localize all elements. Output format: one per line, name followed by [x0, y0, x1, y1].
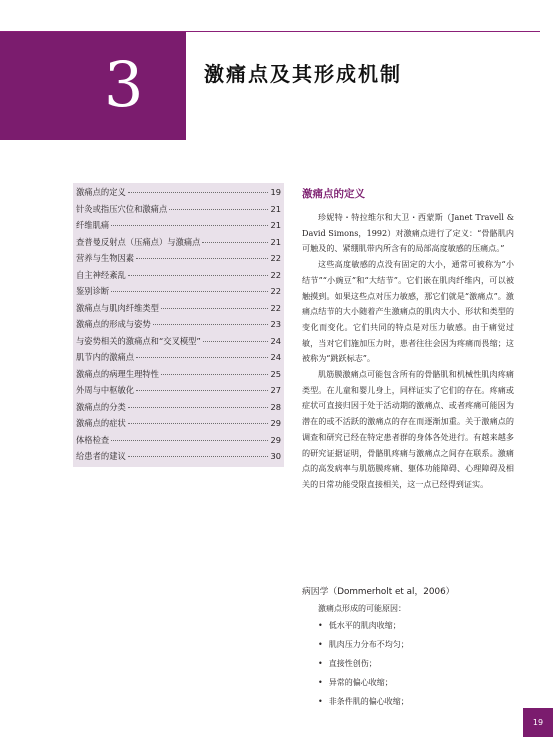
toc-item-title: 体格检查 [76, 434, 110, 445]
toc-item-title: 针灸或指压穴位和激痛点 [76, 203, 168, 214]
toc-leader-dots [111, 440, 268, 441]
toc-leader-dots [128, 192, 269, 193]
toc-leader-dots [136, 390, 268, 391]
etiology-title: 病因学（Dommerholt et al，2006） [302, 587, 455, 597]
toc-item-page: 29 [270, 434, 281, 445]
toc-leader-dots [169, 209, 268, 210]
toc-item[interactable] [73, 368, 284, 385]
toc-item[interactable] [73, 351, 284, 368]
toc-list [73, 183, 284, 467]
toc-item-title: 查普曼反射点（压痛点）与激痛点 [76, 236, 201, 247]
toc-item[interactable] [73, 203, 284, 220]
toc-item-page: 25 [270, 368, 281, 379]
toc-item-title: 鉴别诊断 [76, 286, 110, 296]
cause-list-item [318, 677, 522, 696]
toc-item-page: 30 [270, 451, 281, 461]
bullet-icon: • [318, 621, 323, 630]
toc-leader-dots [161, 308, 268, 309]
toc-leader-dots [161, 374, 268, 375]
toc-item-page: 27 [270, 385, 281, 395]
toc-item-page: 22 [270, 253, 281, 263]
toc-item[interactable] [73, 219, 284, 236]
paragraph-2: 这些高度敏感的点没有固定的大小，通常可被称为“小结节”“小豌豆”和“大结节”。它们嵌在肌肉纤维内，可以被触摸到。如果这些点对压力敏感，那它们就是“激痛点”。激痛点结节的大小随着产生激痛点的肌肉大小、形状和类型的变化而变化。它们共同的特点是对压力敏感。由于痛觉过敏，当对它们施加压力时，患者往往会因为疼痛而畏缩；这被称为“跳跃标志”。 [302, 259, 514, 364]
toc-leader-dots [203, 341, 269, 342]
chapter-number-block [0, 32, 186, 140]
toc-leader-dots [128, 407, 269, 408]
toc-item-title: 激痛点的定义 [76, 187, 126, 197]
toc-item-title: 纤维肌痛 [76, 220, 110, 230]
toc-item-title: 激痛点的症状 [76, 418, 126, 428]
toc-item-page: 23 [270, 319, 281, 329]
toc-item-title: 肌节内的激痛点 [76, 352, 135, 362]
toc-item-page: 24 [270, 352, 281, 362]
toc-leader-dots [111, 291, 268, 292]
toc-item[interactable] [73, 302, 284, 319]
toc-item-title: 给患者的建议 [76, 451, 126, 461]
table-of-contents [73, 183, 284, 467]
toc-item-page: 28 [270, 401, 281, 412]
cause-text: 非条件肌的偏心收缩； [328, 697, 409, 706]
toc-item[interactable] [73, 384, 284, 401]
toc-item-title: 与姿势相关的激痛点和“交叉模型” [76, 335, 201, 346]
cause-text: 直接性创伤； [328, 659, 377, 668]
toc-item[interactable] [73, 318, 284, 335]
bullet-icon: • [318, 659, 323, 668]
toc-item-title: 外周与中枢敏化 [76, 385, 135, 395]
bullet-icon: • [318, 678, 323, 687]
section-definition [302, 186, 514, 493]
toc-item-page: 21 [270, 203, 281, 214]
toc-item[interactable] [73, 335, 284, 352]
toc-item-title: 激痛点的分类 [76, 401, 126, 412]
toc-item-title: 自主神经紊乱 [76, 269, 126, 280]
page-number: 19 [523, 708, 553, 737]
toc-item-page: 22 [270, 286, 281, 296]
toc-item-title: 激痛点的形成与姿势 [76, 319, 151, 329]
toc-item-page: 29 [270, 418, 281, 428]
cause-text: 异常的偏心收缩； [328, 678, 393, 687]
cause-list-item [318, 620, 522, 639]
toc-leader-dots [128, 456, 269, 457]
paragraph-3: 肌筋膜激痛点可能包含所有的骨骼肌和机械性肌肉疼痛类型。在儿童和婴儿身上，同样证实了它们的存在。疼痛或症状可直接归因于处于活动期的激痛点、或者疼痛可能因为潜在的或不活跃的激痛点的存在而逐渐加重。关于激痛点的调查和研究已经在特定患者群的身体各处进行。有越来越多的研究证据证明，骨骼肌疼痛与激痛点之间存在联系。激痛点的高发病率与肌筋膜疼痛、躯体功能障碍、心理障碍及相关的日常功能受限直接相关，这一点已经得到证实。 [302, 369, 514, 489]
toc-leader-dots [136, 258, 268, 259]
toc-item[interactable] [73, 269, 284, 286]
cause-list-item [318, 696, 522, 715]
toc-item[interactable] [73, 417, 284, 434]
toc-item[interactable] [73, 252, 284, 269]
bullet-icon: • [318, 640, 323, 649]
toc-item-page: 24 [270, 335, 281, 346]
toc-leader-dots [128, 275, 269, 276]
toc-item-page: 19 [270, 187, 281, 197]
toc-item-page: 21 [270, 236, 281, 247]
cause-text: 低水平的肌肉收缩； [328, 621, 401, 630]
toc-leader-dots [136, 357, 268, 358]
toc-item[interactable] [73, 450, 284, 467]
cause-text: 肌肉压力分布不均匀； [328, 640, 409, 649]
toc-leader-dots [128, 423, 269, 424]
toc-leader-dots [111, 225, 268, 226]
toc-item-page: 21 [270, 220, 281, 230]
chapter-title: 激痛点及其形成机制 [204, 62, 402, 86]
etiology-section [302, 584, 522, 715]
toc-item[interactable] [73, 236, 284, 253]
etiology-intro: 激痛点形成的可能原因： [318, 604, 406, 613]
toc-leader-dots [153, 324, 269, 325]
toc-item-title: 营养与生物因素 [76, 253, 135, 263]
paragraph-1: 珍妮特・特拉维尔和大卫・西蒙斯（Janet Travell & David Simons，1992）对激痛点进行了定义：“骨骼肌内可触及的、紧绷肌带内所含有的局部高度敏感的压痛点。” [302, 212, 514, 254]
bullet-icon: • [318, 697, 323, 706]
chapter-number: 3 [104, 48, 144, 121]
cause-list-item [318, 639, 522, 658]
toc-item[interactable] [73, 186, 284, 203]
cause-list-item [318, 658, 522, 677]
toc-item-title: 激痛点与肌肉纤维类型 [76, 302, 159, 313]
section-title: 激痛点的定义 [302, 188, 365, 200]
toc-item-page: 22 [270, 269, 281, 280]
toc-item[interactable] [73, 434, 284, 451]
toc-item[interactable] [73, 401, 284, 418]
cause-list [302, 620, 522, 715]
toc-leader-dots [202, 242, 268, 243]
toc-item-page: 22 [270, 302, 281, 313]
toc-item-title: 激痛点的病理生理特性 [76, 368, 159, 379]
toc-item[interactable] [73, 285, 284, 302]
